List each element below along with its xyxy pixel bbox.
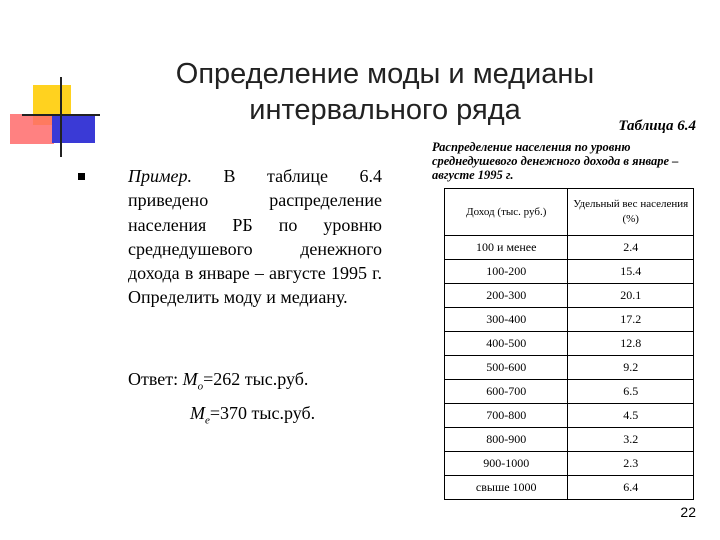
logo-horizontal-line: [22, 114, 100, 116]
example-label: Пример.: [128, 166, 192, 186]
table-header-row: [445, 189, 694, 236]
share-cell: 2.3: [568, 452, 694, 476]
table-row: [445, 308, 694, 332]
table-number: Таблица 6.4: [618, 118, 696, 134]
table-row: [445, 284, 694, 308]
median-value: =370 тыс.руб.: [209, 402, 316, 423]
income-cell: 700-800: [445, 404, 568, 428]
income-cell: 900-1000: [445, 452, 568, 476]
table-caption: Распределение населения по уровню среднедушевого денежного дохода в январе – августе 1995 г.: [432, 140, 679, 182]
table-row: [445, 332, 694, 356]
share-cell: 3.2: [568, 428, 694, 452]
income-cell: 800-900: [445, 428, 568, 452]
answer-block: [128, 366, 418, 433]
share-cell: 6.4: [568, 476, 694, 500]
share-cell: 12.8: [568, 332, 694, 356]
header-income: Доход (тыс. руб.): [445, 189, 568, 236]
logo-vertical-line: [60, 77, 62, 157]
share-cell: 20.1: [568, 284, 694, 308]
logo-red-square: [10, 114, 54, 144]
table-row: [445, 428, 694, 452]
income-cell: 600-700: [445, 380, 568, 404]
share-cell: 15.4: [568, 260, 694, 284]
table-row: [445, 260, 694, 284]
table-row: [445, 356, 694, 380]
table-row: [445, 452, 694, 476]
income-cell: 100 и менее: [445, 236, 568, 260]
example-paragraph: [128, 164, 382, 310]
title-line-2: интервального ряда: [249, 94, 521, 126]
median-symbol: $M_e$: [190, 402, 210, 427]
answer-median-line: [128, 400, 418, 434]
share-cell: 2.4: [568, 236, 694, 260]
mode-symbol: $M_o$: [182, 369, 204, 393]
share-cell: 6.5: [568, 380, 694, 404]
title-line-1: Определение моды и медианы: [175, 58, 595, 90]
distribution-table: [444, 188, 694, 500]
bullet-marker: [78, 173, 85, 180]
income-cell: 100-200: [445, 260, 568, 284]
income-cell: 300-400: [445, 308, 568, 332]
mode-value: =262 тыс.руб.: [203, 369, 309, 389]
page-number: 22: [680, 504, 696, 520]
table-row: [445, 476, 694, 500]
share-cell: 4.5: [568, 404, 694, 428]
logo-blue-square: [52, 116, 95, 143]
table-row: [445, 404, 694, 428]
income-cell: 400-500: [445, 332, 568, 356]
answer-prefix: Ответ:: [128, 369, 179, 389]
income-cell: 200-300: [445, 284, 568, 308]
income-cell: 500-600: [445, 356, 568, 380]
slide-title: [135, 56, 635, 128]
share-cell: 17.2: [568, 308, 694, 332]
share-cell: 9.2: [568, 356, 694, 380]
example-text: В таблице 6.4 приведено распределение населения РБ по уровню среднедушевого денежного дохода в январе – августе 1995 г. Определить моду и медиану.: [128, 166, 383, 308]
answer-mode-line: [128, 366, 418, 400]
table-row: [445, 236, 694, 260]
income-cell: свыше 1000: [445, 476, 568, 500]
table-row: [445, 380, 694, 404]
header-share: Удельный вес населения (%): [568, 189, 694, 236]
